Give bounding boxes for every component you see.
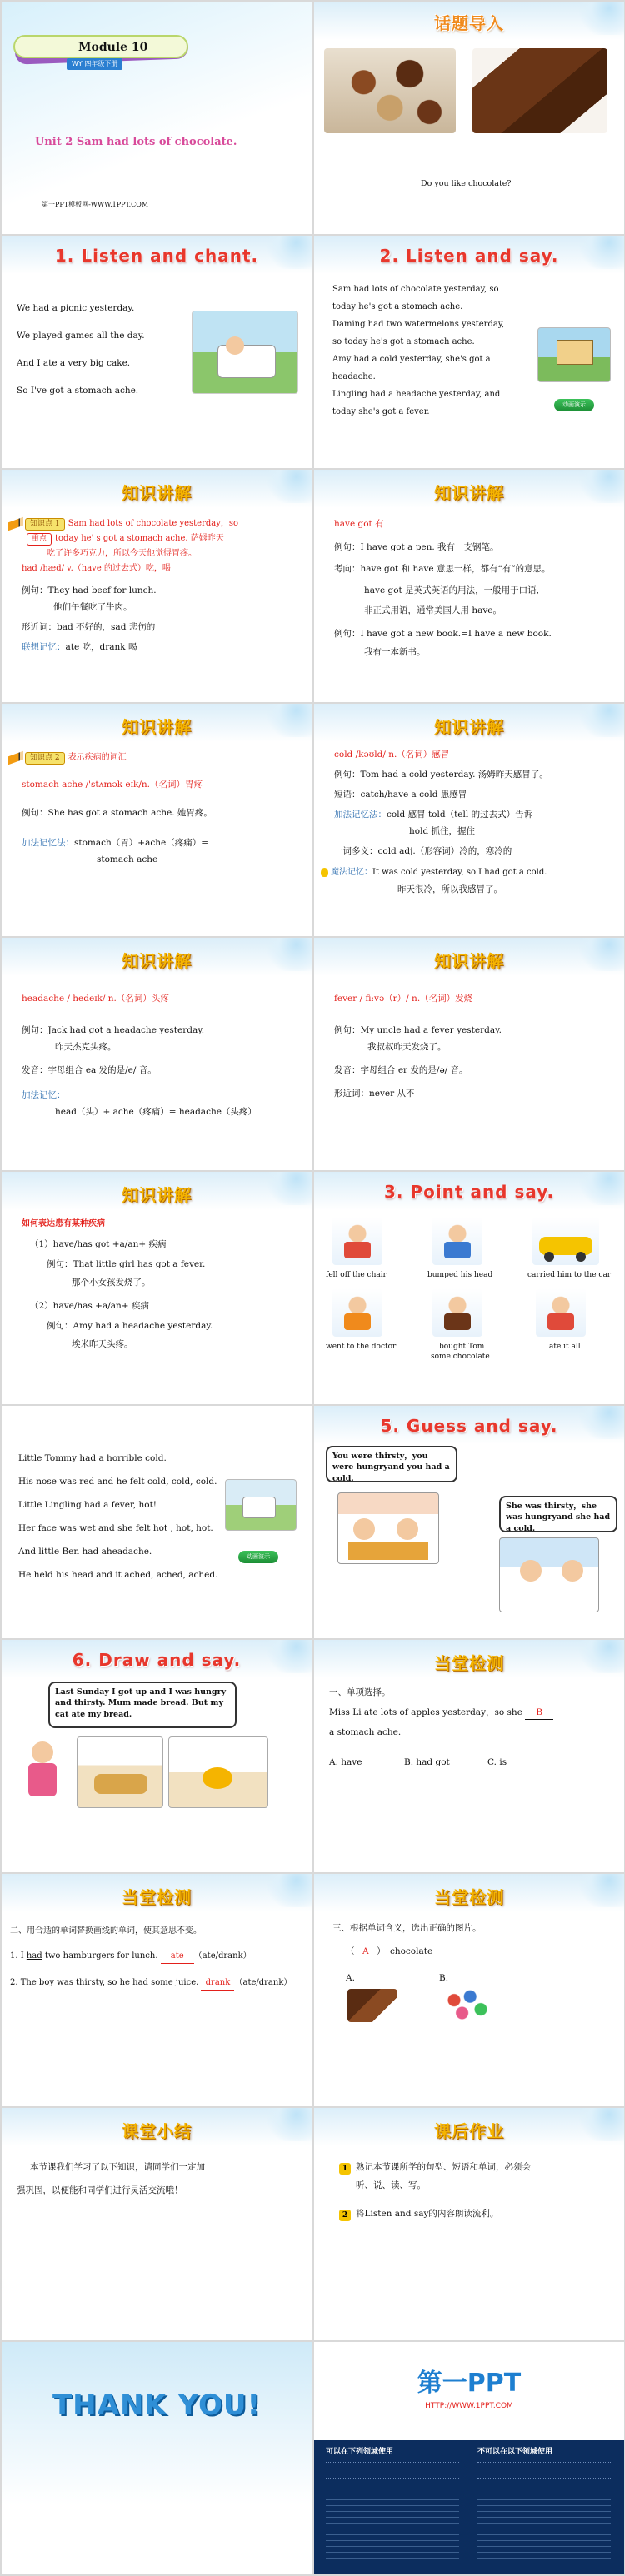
homework-item: 听、说、读、写。 [356, 2180, 426, 2190]
chant-line: Her face was wet and she felt hot , hot, hot. [18, 1523, 213, 1533]
question-heading: 一、单项选择。 [329, 1687, 391, 1697]
text-line: It was cold yesterday, so I had got a cold. [372, 868, 548, 877]
word-entry: stomach ache /'stʌmək eɪk/n.（名词）胃疼 [22, 780, 202, 790]
example: 例句：Amy had a headache yesterday. [47, 1321, 213, 1331]
pencil-icon [8, 750, 23, 765]
slide-thank-you [2, 2342, 312, 2574]
guess-illustration-1 [338, 1492, 439, 1564]
slide-listen-chant [2, 236, 312, 468]
label: 考向： [334, 564, 361, 574]
text-line: （2）have/has +a/an+ 疾病 [30, 1301, 149, 1311]
answer-blank: B [525, 1707, 553, 1720]
example-translation: 昨天杰克头疼。 [55, 1042, 117, 1052]
scene-image [538, 327, 611, 382]
text-line: Sam had lots of chocolate yesterday，so [68, 519, 239, 528]
answer-blank: ate [161, 1951, 194, 1964]
slide-chant-2 [2, 1406, 312, 1638]
scene-image [225, 1479, 297, 1531]
sick-boy-image [192, 311, 298, 394]
slide-summary [2, 2108, 312, 2340]
example: I have got a new book.=I have a new book. [360, 629, 552, 639]
number-badge: 2 [339, 2210, 351, 2221]
label: 加法记忆法： [22, 838, 74, 848]
example-translation: 我有一本新书。 [364, 647, 426, 657]
slide-quiz-3: 当堂检测 三、根据单词含义，选出正确的图片。 （ A ） chocolate A. B. [314, 1874, 624, 2106]
example-translation: 那个小女孩发烧了。 [72, 1278, 151, 1288]
question-text: Do you like chocolate? [421, 179, 512, 188]
label: 形近词： [334, 1089, 369, 1099]
example: Tom had a cold yesterday. 汤姆昨天感冒了。 [360, 770, 548, 780]
option-label: B. [439, 1973, 449, 1983]
label: 魔法记忆： [331, 868, 372, 877]
question-heading: 二、用合适的单词替换画线的单词，使其意思不变。 [10, 1926, 202, 1936]
underlined-word: had [26, 1951, 42, 1961]
picture-label: bumped his head [428, 1271, 493, 1279]
chant-line: He held his head and it ached, ached, ached. [18, 1570, 218, 1580]
example-translation: 他们午餐吃了牛肉。 [53, 602, 132, 612]
slide-heading: 1. Listen and chant. [54, 246, 259, 266]
example: She has got a stomach ache. 她胃疼。 [48, 808, 212, 818]
slide-heading: 知识讲解 [434, 717, 504, 737]
text-line: catch/have a cold 患感冒 [360, 790, 468, 800]
illustration [432, 1288, 482, 1337]
label: 例句： [334, 1025, 361, 1035]
info-block [326, 2462, 459, 2479]
chant-line: Little Lingling had a fever, hot! [18, 1500, 158, 1510]
text-line: head（头）+ ache（疼痛）= headache（头疼） [55, 1107, 257, 1117]
option-label: A. [346, 1973, 355, 1983]
word-entry: fever / fi:və（r）/ n.（名词）发烧 [334, 994, 473, 1004]
info-heading: 可以在下列领域使用 [326, 2448, 394, 2456]
picture-label: ate it all [549, 1343, 581, 1351]
answer-option[interactable]: A. have [329, 1757, 362, 1767]
text-line: cold adj.（形容词）冷的，寒冷的 [378, 846, 512, 856]
text-line: Sam had lots of chocolate yesterday, so [332, 285, 499, 294]
label: 一词多义： [334, 846, 378, 856]
slide-guess-say [314, 1406, 624, 1638]
label: 加法记忆： [22, 1090, 66, 1100]
text-line: 非正式用语，通常美国人用 have。 [364, 605, 502, 615]
question-heading: 三、根据单词含义，选出正确的图片。 [332, 1923, 482, 1933]
cat-illustration [168, 1736, 268, 1808]
picture-label: some chocolate [431, 1353, 490, 1361]
question-text: 2. The boy was thirsty, so he had some juice. [10, 1978, 199, 1987]
label: 例句： [22, 1025, 48, 1035]
slide-title [2, 2, 312, 234]
chant-line: So I've got a stomach ache. [17, 386, 139, 396]
chant-line: Little Tommy had a horrible cold. [18, 1453, 167, 1463]
chant-line: We played games all the day. [17, 331, 145, 341]
knowledge-point-label: 知识点 1 [25, 518, 65, 531]
illustration [532, 1217, 599, 1265]
module-title: Module 10 [78, 41, 148, 54]
text-line: so today he's got a stomach ache. [332, 337, 475, 346]
speech-bubble: You were thirsty，you were hungryand you had a cold. [326, 1446, 458, 1482]
text-line: stomach ache [97, 855, 158, 864]
text-line: 如何表达患有某种疾病 [22, 1219, 105, 1228]
slide-draw-say [2, 1640, 312, 1872]
options-hint: （ate/drank） [234, 1978, 292, 1987]
text-line: had /hæd/ v.（have 的过去式）吃，喝 [22, 564, 171, 573]
gummy-candy-image[interactable] [441, 1986, 494, 2022]
text-line: never 从不 [369, 1089, 415, 1099]
edition-badge: WY 四年级下册 [67, 58, 122, 70]
slide-knowledge-7 [2, 1172, 312, 1404]
slide-heading: 课堂小结 [122, 2121, 192, 2141]
slide-heading: 当堂检测 [434, 1653, 504, 1673]
knowledge-point-label: 知识点 2 [25, 752, 65, 765]
unit-title: Unit 2 Sam had lots of chocolate. [35, 136, 238, 148]
text-line: （1）have/has got +a/an+ 疾病 [30, 1239, 167, 1249]
slide-heading: 知识讲解 [122, 483, 192, 503]
info-heading: 不可以在以下领域使用 [478, 2448, 553, 2456]
label: 发音： [22, 1065, 48, 1075]
text-line: 形近词：bad 不好的，sad 悲伤的 [22, 622, 156, 632]
question-text: 1. I [10, 1951, 27, 1961]
key-tag: 重点 [27, 533, 52, 546]
text-line: Lingling had a headache yesterday, and [332, 390, 501, 399]
animation-demo-button[interactable]: 动画演示 [238, 1551, 278, 1563]
text-line: Amy had a cold yesterday, she's got a [332, 355, 491, 364]
illustration [432, 1217, 482, 1265]
site-url: HTTP://WWW.1PPT.COM [425, 2402, 513, 2410]
label: 加法记忆法： [334, 810, 387, 820]
thank-you-text: THANK YOU! [52, 2389, 262, 2422]
guess-illustration-2 [499, 1537, 599, 1612]
slide-heading: 课后作业 [434, 2121, 504, 2141]
example: My uncle had a fever yesterday. [360, 1025, 502, 1035]
animation-demo-button[interactable]: 动画演示 [554, 399, 594, 411]
slide-heading: 知识讲解 [122, 951, 192, 971]
question-text: a stomach ache. [329, 1727, 402, 1737]
kitchen-illustration [77, 1736, 163, 1808]
homework-item: 熟记本节课所学的句型、短语和单词，必须会 [356, 2162, 531, 2172]
slide-homework [314, 2108, 624, 2340]
chant-line: And I ate a very big cake. [17, 358, 131, 368]
slide-knowledge-2 [314, 470, 624, 702]
slide-quiz-2 [2, 1874, 312, 2106]
picture-label: went to the doctor [326, 1343, 397, 1351]
text-line: have got 是英式英语的用法，一般用于口语, [364, 585, 539, 595]
label: 例句： [334, 629, 361, 639]
picture-label: carried him to the car [528, 1271, 612, 1279]
slide-knowledge-1 [2, 470, 312, 702]
text-line: headache. [332, 372, 376, 381]
text-line: Daming had two watermelons yesterday, [332, 320, 505, 329]
slide-heading: 话题导入 [434, 13, 504, 33]
slide-heading: 当堂检测 [122, 1887, 192, 1907]
slide-knowledge-6 [314, 938, 624, 1170]
slide-heading: 知识讲解 [122, 717, 192, 737]
word: chocolate [389, 1946, 433, 1956]
chant-line: His nose was red and he felt cold, cold, cold. [18, 1477, 218, 1487]
slide-listen-say [314, 236, 624, 468]
text-line: ate 吃，drank 喝 [65, 642, 138, 652]
example-translation: 埃米昨天头疼。 [72, 1339, 133, 1349]
answer-blank: A [362, 1946, 369, 1956]
text-line: today he' s got a stomach ache. 萨姆昨天 [55, 534, 224, 543]
question-text: two hamburgers for lunch. [42, 1951, 158, 1961]
slide-knowledge-3 [2, 704, 312, 936]
chocolate-image[interactable] [348, 1989, 398, 2022]
text-line: today he's got a stomach ache. [332, 302, 463, 311]
label: 例句： [22, 585, 48, 595]
site-logo: 第一PPT [417, 2369, 522, 2398]
slide-heading: 当堂检测 [434, 1887, 504, 1907]
text-line: have got 和 have 意思一样，都有“有”的意思。 [360, 564, 551, 574]
slide-quiz-1 [314, 1640, 624, 1872]
summary-text: 强巩固，以便能和同学们进行灵活交流哦！ [17, 2185, 183, 2195]
text-line: have got 有 [334, 519, 384, 529]
summary-text: 本节课我们学习了以下知识，请同学们一定加 [30, 2162, 205, 2172]
example: I have got a pen. 我有一支钢笔。 [360, 542, 499, 552]
text-line: 昨天很冷，所以我感冒了。 [398, 884, 502, 894]
label: 发音： [334, 1065, 361, 1075]
label: 短语： [334, 790, 361, 800]
link-list[interactable] [326, 2489, 459, 2564]
slide-heading: 知识讲解 [434, 483, 504, 503]
site-text: 第一PPT模板网-WWW.1PPT.COM [42, 201, 149, 208]
info-block [478, 2462, 611, 2479]
slide-heading: 6. Draw and say. [72, 1650, 242, 1670]
label: 例句： [22, 808, 48, 818]
example: Jack had got a headache yesterday. [48, 1025, 205, 1035]
chant-line: And little Ben had aheadache. [18, 1547, 152, 1557]
text-line: today she's got a fever. [332, 407, 430, 416]
homework-item: 将Listen and say的内容朗读流利。 [356, 2209, 499, 2219]
link-list[interactable] [478, 2489, 611, 2564]
answer-option[interactable]: B. had got [404, 1757, 450, 1767]
slide-heading: 3. Point and say. [383, 1182, 555, 1202]
text-line: 吃了许多巧克力，所以今天他觉得胃疼。 [47, 549, 197, 558]
slide-heading: 知识讲解 [434, 951, 504, 971]
slide-knowledge-4 [314, 704, 624, 936]
label: 例句： [334, 542, 361, 552]
pencil-icon [8, 516, 23, 531]
speech-bubble: She was thirsty，she was hungryand she had a cold. [499, 1496, 618, 1532]
example: 例句：That little girl has got a fever. [47, 1259, 206, 1269]
chocolate-bar-image [472, 48, 608, 133]
example-translation: 我叔叔昨天发烧了。 [368, 1042, 447, 1052]
text-line: 表示疾病的词汇 [68, 753, 127, 762]
picture-label: fell off the chair [326, 1271, 387, 1279]
chant-line: We had a picnic yesterday. [17, 303, 135, 313]
question-text: Miss Li ate lots of apples yesterday，so she [329, 1707, 522, 1717]
word-entry: cold /kəʊld/ n.（名词）感冒 [334, 750, 450, 760]
example: They had beef for lunch. [48, 585, 157, 595]
slide-topic [314, 2, 624, 234]
answer-option[interactable]: C. is [488, 1757, 508, 1767]
girl-illustration [22, 1738, 63, 1810]
word-entry: headache / hedeɪk/ n.（名词）头疼 [22, 994, 169, 1004]
text-line: cold 感冒 told（tell 的过去式）告诉 [387, 810, 533, 820]
slide-heading: 知识讲解 [122, 1185, 192, 1205]
slide-credits [314, 2342, 624, 2574]
illustration [332, 1288, 382, 1337]
illustration [536, 1288, 586, 1337]
label: 例句： [334, 770, 361, 780]
options-hint: （ate/drank） [193, 1951, 252, 1961]
slide-heading: 2. Listen and say. [379, 246, 559, 266]
slide-heading: 5. Guess and say. [380, 1416, 558, 1436]
slide-knowledge-5 [2, 938, 312, 1170]
chocolate-candies-image [324, 48, 456, 133]
slide-point-say [314, 1172, 624, 1404]
text-line: hold 抓住，握住 [409, 826, 476, 836]
text-line: 字母组合 ea 发的是/e/ 音。 [48, 1065, 157, 1075]
speech-bubble: Last Sunday I got up and I was hungry and thirsty. Mum made bread. But my cat ate my bread. [48, 1682, 237, 1728]
answer-blank: drank [201, 1977, 234, 1991]
illustration [332, 1217, 382, 1265]
text-line: 字母组合 er 发的是/ə/ 音。 [360, 1065, 468, 1075]
picture-label: bought Tom [439, 1343, 485, 1351]
label: 联想记忆： [22, 642, 66, 652]
lightbulb-icon [321, 868, 328, 877]
number-badge: 1 [339, 2163, 351, 2175]
text-line: stomach（胃）+ache（疼痛）= [74, 838, 209, 848]
